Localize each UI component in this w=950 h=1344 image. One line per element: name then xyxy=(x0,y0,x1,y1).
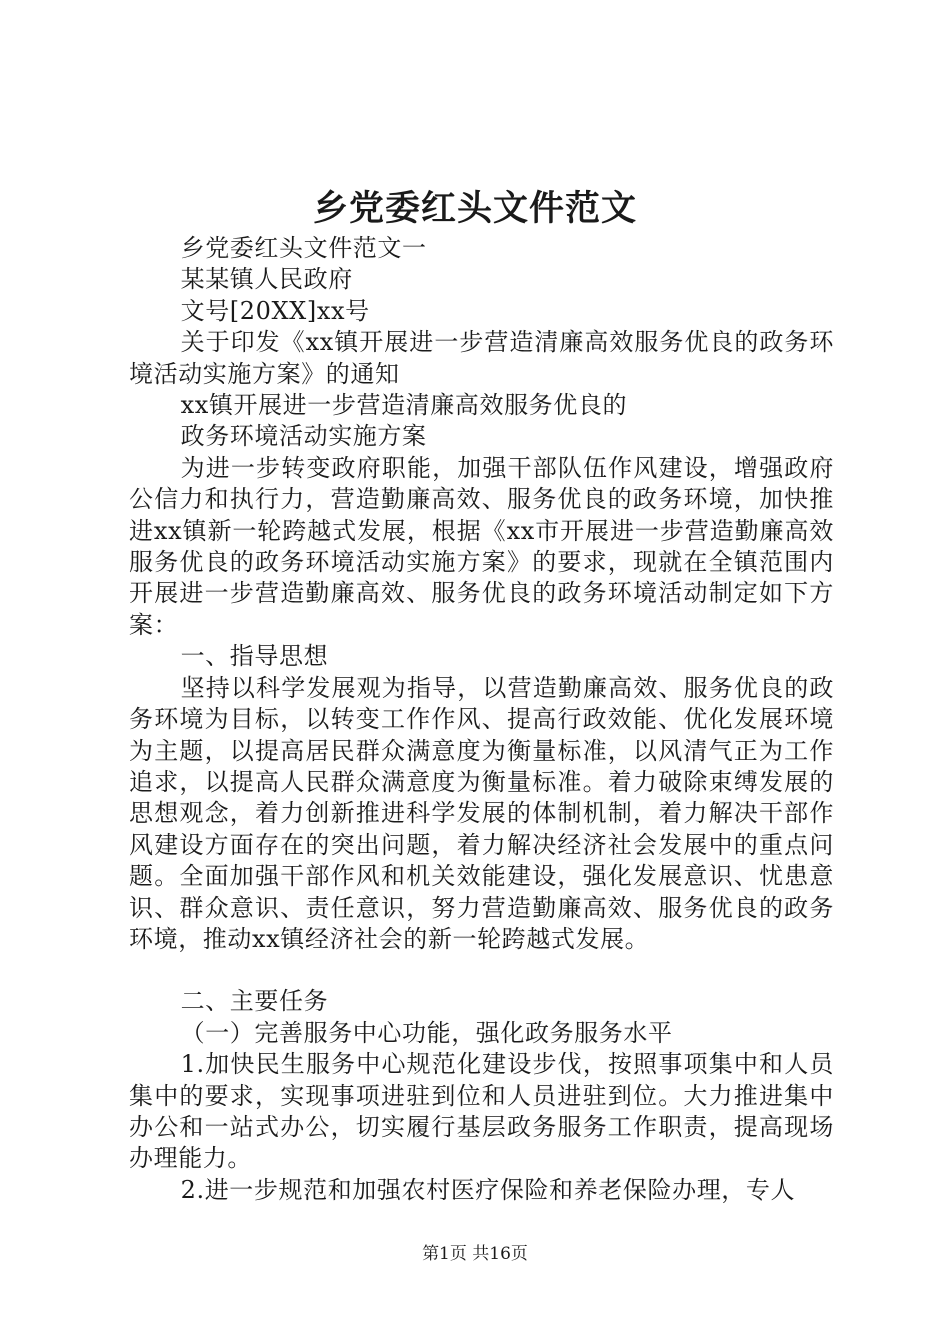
paragraph-issuer: 某某镇人民政府 xyxy=(180,265,353,294)
paragraph-intro: 为进一步转变政府职能，加强干部队伍作风建设，增强政府公信力和执行力，营造勤廉高效、服务优良的政务环境，加快推进xx镇新一轮跨越式发展，根据《xx市开展进一步营造勤廉高效服务优良的政务环境活动实施方案》的要求，现就在全镇范围内开展进一步营造勤廉高效、服务优良的政务环境活动制定如下方案： xyxy=(129,453,834,639)
paragraph-plan-title-line2: 政务环境活动实施方案 xyxy=(180,422,427,451)
document-title: 乡党委红头文件范文 xyxy=(312,188,637,229)
paragraph-spacer xyxy=(129,955,834,986)
paragraph-task-2: 2.进一步规范和加强农村医疗保险和养老保险办理，专人 xyxy=(180,1175,796,1204)
paragraph-heading-sample: 乡党委红头文件范文一 xyxy=(180,234,427,262)
paragraph-guiding-ideology: 坚持以科学发展观为指导，以营造勤廉高效、服务优良的政务环境为目标，以转变工作作风、提高行政效能、优化发展环境为主题，以提高居民群众满意度为衡量标准，以风清气正为工作追求，以提高人民群众满意度为衡量标准。着力破除束缚发展的思想观念，着力创新推进科学发展的体制机制，着力解决干部作风建设方面存在的突出问题，着力解决经济社会发展中的重点问题。全面加强干部作风和机关效能建设，强化发展意识、忧患意识、群众意识、责任意识，努力营造勤廉高效、服务优良的政务环境，推动xx镇经济社会的新一轮跨越式发展。 xyxy=(129,673,834,953)
page-number-footer: 第1页 共16页 xyxy=(422,1244,528,1264)
subsection-heading-service-center: （一）完善服务中心功能，强化政务服务水平 xyxy=(180,1018,673,1047)
paragraph-notice-title: 关于印发《xx镇开展进一步营造清廉高效服务优良的政务环境活动实施方案》的通知 xyxy=(129,328,834,388)
paragraph-doc-number: 文号[20XX]xx号 xyxy=(180,296,370,325)
section-heading-main-tasks: 二、主要任务 xyxy=(180,987,329,1016)
paragraph-plan-title-line1: xx镇开展进一步营造清廉高效服务优良的 xyxy=(180,391,628,420)
section-heading-guiding-ideology: 一、指导思想 xyxy=(180,642,329,671)
document-body xyxy=(129,233,834,1206)
paragraph-task-1: 1.加快民生服务中心规范化建设步伐，按照事项集中和人员集中的要求，实现事项进驻到位和人员进驻到位。大力推进集中办公和一站式办公，切实履行基层政务服务工作职责，提高现场办理能力。 xyxy=(129,1050,834,1173)
